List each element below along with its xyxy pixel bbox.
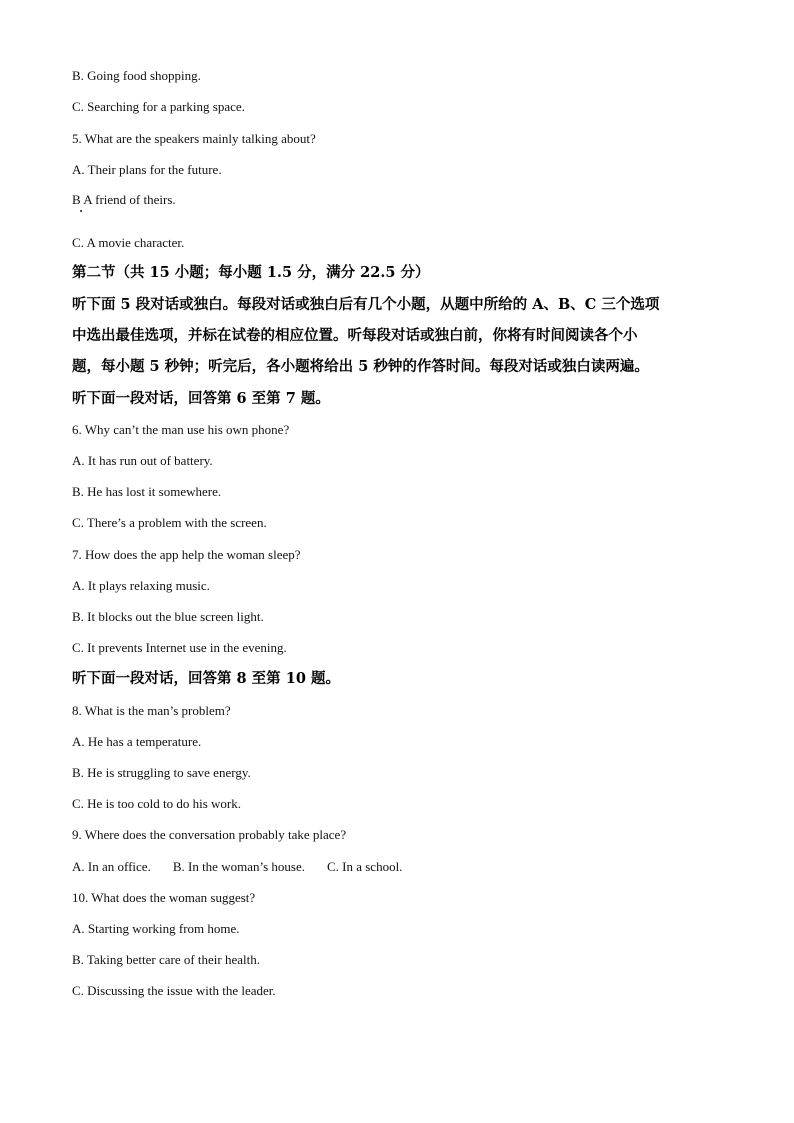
q7-option-a: A. It plays relaxing music. [72, 578, 210, 593]
instructions-line-2: 中选出最佳选项，并标在试卷的相应位置。听每段对话或独白前，你将有时间阅读各个小 [72, 327, 638, 344]
q7-stem: 7. How does the app help the woman sleep? [72, 547, 301, 562]
group-heading-6-7: 听下面一段对话，回答第 6 至第 7 题。 [72, 390, 330, 407]
q9-option-c: C. In a school. [326, 859, 403, 874]
q5-option-c: C. A movie character. [72, 235, 185, 250]
q10-option-b: B. Taking better care of their health. [72, 952, 260, 967]
q9-stem: 9. Where does the conversation probably take place? [72, 827, 347, 842]
q7-option-c: C. It prevents Internet use in the evening. [72, 640, 287, 655]
q6-option-b: B. He has lost it somewhere. [72, 484, 222, 499]
q7-option-b: B. It blocks out the blue screen light. [72, 609, 264, 624]
q8-option-c: C. He is too cold to do his work. [72, 796, 241, 811]
q6-option-a: A. It has run out of battery. [72, 453, 213, 468]
q10-option-a: A. Starting working from home. [72, 921, 240, 936]
q5-stem: 5. What are the speakers mainly talking about? [72, 131, 316, 146]
q10-stem: 10. What does the woman suggest? [72, 890, 256, 905]
q6-stem: 6. Why can’t the man use his own phone? [72, 422, 290, 437]
stray-dot-mark [80, 210, 82, 212]
q9-option-a: A. In an office. [72, 859, 151, 874]
q9-option-b: B. In the woman’s house. [172, 859, 305, 874]
instructions-line-3: 题，每小题 5 秒钟；听完后，各小题将给出 5 秒钟的作答时间。每段对话或独白读两遍。 [72, 358, 649, 375]
group-heading-8-10: 听下面一段对话，回答第 8 至第 10 题。 [72, 670, 340, 687]
instructions-line-1: 听下面 5 段对话或独白。每段对话或独白后有几个小题，从题中所给的 A、B、C 三个选项 [72, 296, 660, 313]
q4-option-c: C. Searching for a parking space. [72, 99, 245, 114]
q5-option-b: B A friend of theirs. [72, 192, 176, 207]
q8-stem: 8. What is the man’s problem? [72, 703, 231, 718]
q9-options-row [72, 859, 424, 875]
q10-option-c: C. Discussing the issue with the leader. [72, 983, 276, 998]
q5-option-a: A. Their plans for the future. [72, 162, 222, 177]
q8-option-a: A. He has a temperature. [72, 734, 202, 749]
q6-option-c: C. There’s a problem with the screen. [72, 515, 267, 530]
q4-option-b: B. Going food shopping. [72, 68, 201, 83]
section-heading: 第二节（共 15 小题；每小题 1.5 分，满分 22.5 分） [72, 264, 430, 281]
q8-option-b: B. He is struggling to save energy. [72, 765, 251, 780]
